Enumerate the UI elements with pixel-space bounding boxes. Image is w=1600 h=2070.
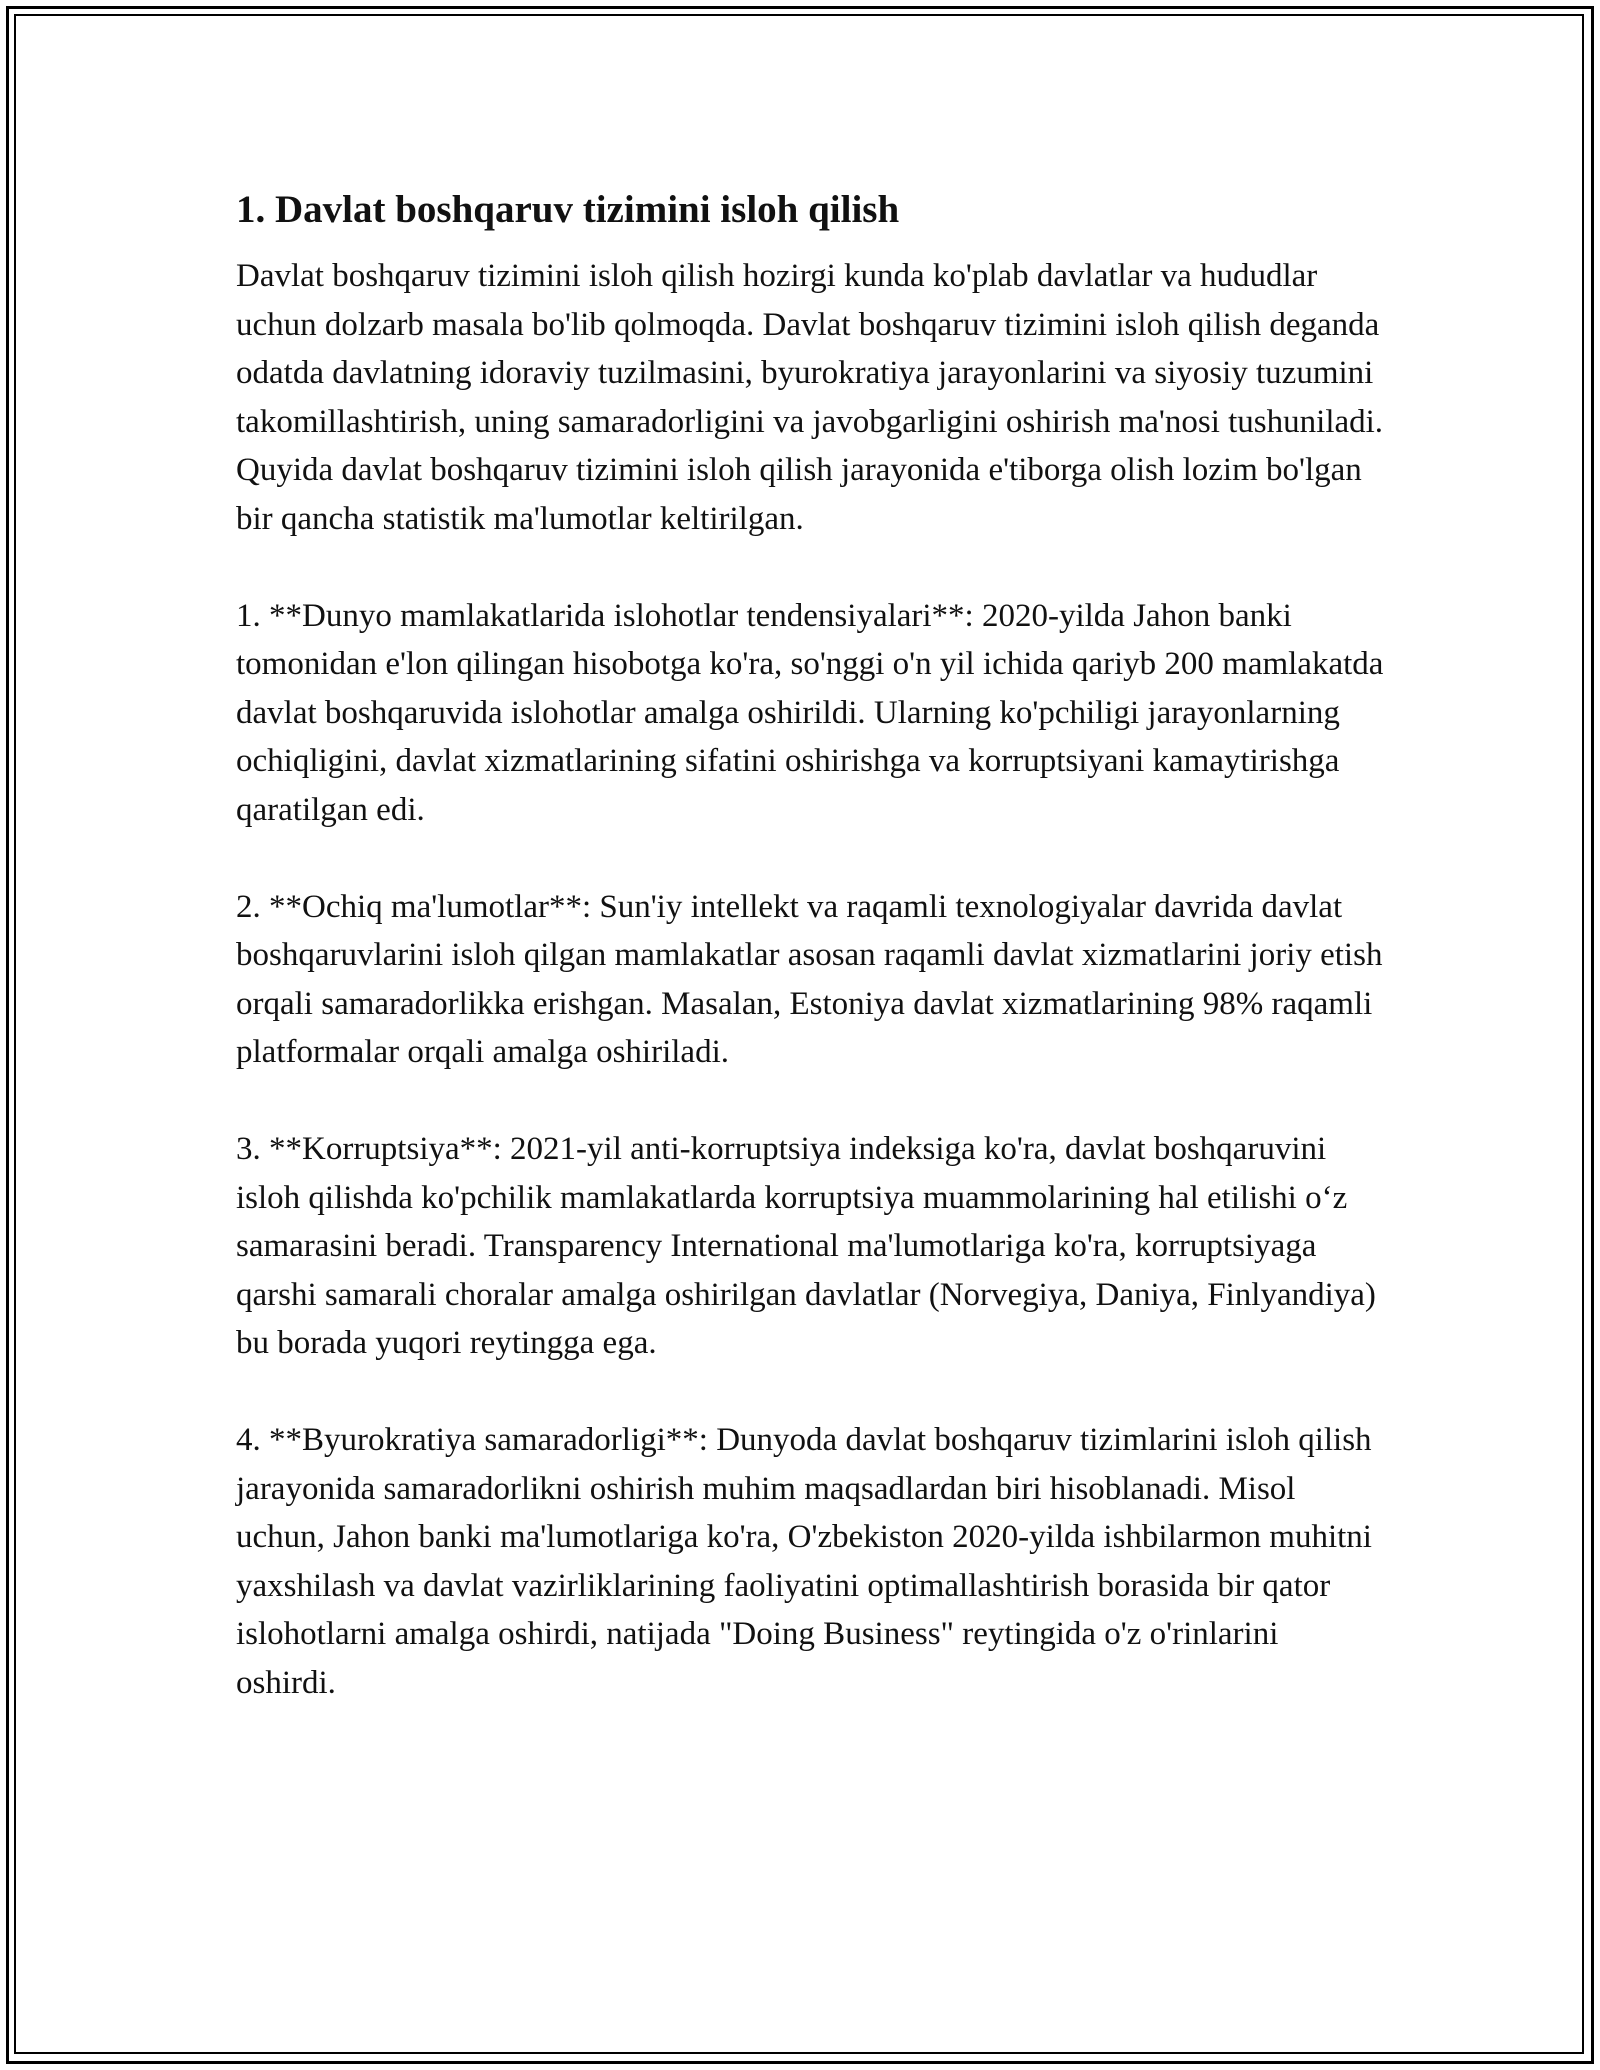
corruption-paragraph: 3. **Korruptsiya**: 2021-yil anti-korruptsiya indeksiga ko'ra, davlat boshqaruvini isloh qilishda ko'pchilik mamlakatlarda korruptsiya muammolarining hal etilishi o‘z samarasini beradi. Transparency International ma'lumotlariga ko'ra, korruptsiyaga qarshi samarali choralar amalga oshirilgan davlatlar (Norvegiya, Daniya, Finlyandiya) bu borada yuqori reytingga ega. [236, 1131, 1376, 1361]
document-body [236, 186, 1386, 1756]
intro-paragraph: Davlat boshqaruv tizimini isloh qilish hozirgi kunda ko'plab davlatlar va hududlar uchun dolzarb masala bo'lib qolmoqda. Davlat boshqaruv tizimini isloh qilish deganda odatda davlatning idoraviy tuzilmasini, byurokratiya jarayonlarini va siyosiy tuzumini takomillashtirish, uning samaradorligini va javobgarligini oshirish ma'nosi tushuniladi. Quyida davlat boshqaruv tizimini isloh qilish jarayonida e'tiborga olish lozim bo'lgan bir qancha statistik ma'lumotlar keltirilgan. [236, 258, 1384, 537]
document-title: 1. Davlat boshqaruv tizimini isloh qilish [236, 188, 900, 231]
reform-trends-paragraph: 1. **Dunyo mamlakatlarida islohotlar tendensiyalari**: 2020-yilda Jahon banki tomonidan e'lon qilingan hisobotga ko'ra, so'nggi o'n yil ichida qariyb 200 mamlakatda davlat boshqaruvida islohotlar amalga oshirildi. Ularning ko'pchiligi jarayonlarning ochiqligini, davlat xizmatlarining sifatini oshirishga va korruptsiyani kamaytirishga qaratilgan edi. [236, 597, 1384, 828]
open-data-paragraph: 2. **Ochiq ma'lumotlar**: Sun'iy intellekt va raqamli texnologiyalar davrida davlat boshqaruvlarini isloh qilgan mamlakatlar asosan raqamli davlat xizmatlarini joriy etish orqali samaradorlikka erishgan. Masalan, Estoniya davlat xizmatlarining 98% raqamli platformalar orqali amalga oshiriladi. [236, 888, 1383, 1070]
bureaucracy-efficiency-paragraph: 4. **Byurokratiya samaradorligi**: Dunyoda davlat boshqaruv tizimlarini isloh qilish jarayonida samaradorlikni oshirish muhim maqsadlardan biri hisoblanadi. Misol uchun, Jahon banki ma'lumotlariga ko'ra, O'zbekiston 2020-yilda ishbilarmon muhitni yaxshilash va davlat vazirliklarining faoliyatini optimallashtirish borasida bir qator islohotlarni amalga oshirdi, natijada "Doing Business" reytingida o'z o'rinlarini oshirdi. [236, 1422, 1372, 1701]
